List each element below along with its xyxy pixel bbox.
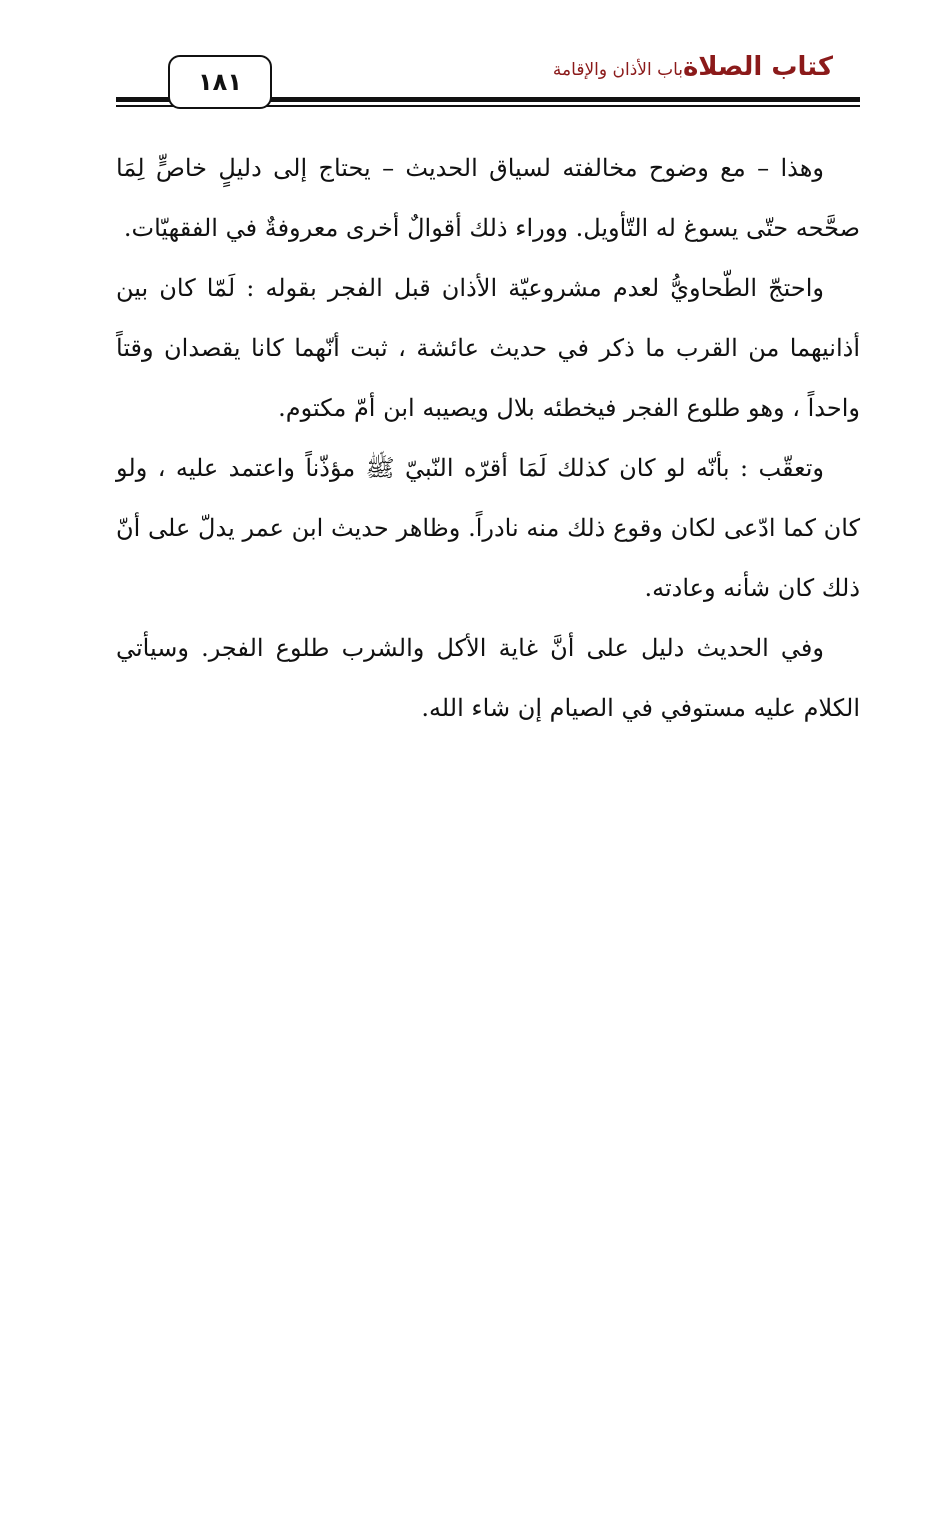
paragraph: وهذا – مع وضوح مخالفته لسياق الحديث – يحتاج إلى دليلٍ خاصٍّ لِمَا صحَّحه حتّى يسوغ له التّأويل. ووراء ذلك أقوالٌ أخرى معروفةٌ في الفقهيّات. (116, 154, 860, 242)
paragraph: واحتجّ الطّحاويُّ لعدم مشروعيّة الأذان قبل الفجر بقوله : لَمّا كان بين أذانيهما من القرب ما ذكر في حديث عائشة ، ثبت أنّهما كانا يقصدان وقتاً واحداً ، وهو طلوع الفجر فيخطئه بلال ويصيبه ابن أمّ مكتوم. (116, 274, 860, 422)
paragraph: وفي الحديث دليل على أنَّ غاية الأكل والشرب طلوع الفجر. وسيأتي الكلام عليه مستوفي في الصيام إن شاء الله. (116, 634, 860, 722)
body-text (116, 138, 860, 738)
chapter-title: باب الأذان والإقامة (552, 60, 683, 80)
page-number: ١٨١ (168, 55, 272, 109)
paragraph: وتعقّب : بأنّه لو كان كذلك لَمَا أقرّه النّبيّ ﷺ مؤذّناً واعتمد عليه ، ولو كان كما ادّعى لكان وقوع ذلك منه نادراً. وظاهر حديث ابن عمر يدلّ على أنّ ذلك كان شأنه وعادته. (116, 454, 860, 602)
book-title: كتاب الصلاة (682, 52, 833, 82)
page-header (0, 0, 945, 130)
